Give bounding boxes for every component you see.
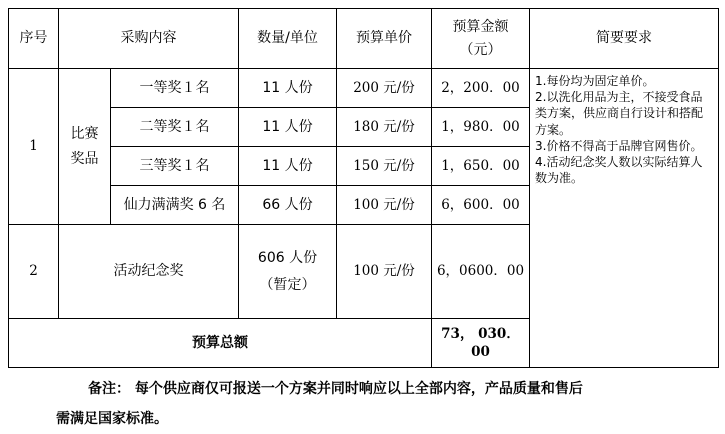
- prize-price: 100 元/份: [337, 186, 432, 225]
- item1-seq: 1: [9, 69, 59, 225]
- prize-qty: 11 人份: [239, 147, 337, 186]
- requirement-item: 1.每份均为固定单价。: [535, 74, 655, 88]
- total-label: 预算总额: [9, 319, 432, 368]
- header-row: [9, 9, 719, 69]
- prize-qty: 11 人份: [239, 108, 337, 147]
- header-amount-unit: （元）: [459, 41, 502, 58]
- item2-qty-line2: （暂定）: [259, 276, 316, 293]
- requirement-item: 3.价格不得高于品牌官网售价。: [535, 138, 703, 153]
- prize-name: 二等奖１名: [111, 108, 239, 147]
- item2-qty-line1: 606 人份: [257, 249, 318, 266]
- footnote-line2: 需满足国家标准。: [56, 411, 168, 427]
- header-seq: 序号: [9, 9, 59, 69]
- item2-amount: 6，0600．00: [432, 225, 530, 319]
- item2-price: 100 元/份: [337, 225, 432, 319]
- prize-qty: 11 人份: [239, 69, 337, 108]
- header-amount-label: 预算金额: [452, 18, 509, 35]
- requirement-item: 4.活动纪念奖人数以实际结算人数为准。: [535, 154, 703, 186]
- procurement-table: [8, 8, 719, 368]
- header-amount: [432, 9, 530, 69]
- item1-category: [59, 69, 111, 225]
- header-qty-unit: 数量/单位: [239, 9, 337, 69]
- item2-seq: 2: [9, 225, 59, 319]
- header-requirements: 简要要求: [530, 9, 719, 69]
- requirements-cell: [530, 69, 719, 368]
- prize-price: 180 元/份: [337, 108, 432, 147]
- item2-name: 活动纪念奖: [59, 225, 239, 319]
- prize-price: 150 元/份: [337, 147, 432, 186]
- prize-amount: 6，600．00: [432, 186, 530, 225]
- item2-qty: [239, 225, 337, 319]
- footnote-line1: 备注： 每个供应商仅可报送一个方案并同时响应以上全部内容，产品质量和售后: [88, 381, 583, 397]
- prize-name: 一等奖１名: [111, 69, 239, 108]
- requirement-item: 2.以洗化用品为主，不接受食品类方案，供应商自行设计和搭配方案。: [535, 90, 704, 137]
- prize-price: 200 元/份: [337, 69, 432, 108]
- header-unit-price: 预算单价: [337, 9, 432, 69]
- prize-name: 仙力满满奖 6 名: [111, 186, 239, 225]
- item1-category-line1: 比赛: [70, 125, 99, 142]
- prize-amount: 1，650．00: [432, 147, 530, 186]
- header-content: 采购内容: [59, 9, 239, 69]
- table-row: [9, 69, 719, 108]
- prize-amount: 2，200．00: [432, 69, 530, 108]
- prize-amount: 1，980．00: [432, 108, 530, 147]
- footnote: [56, 374, 696, 434]
- prize-name: 三等奖１名: [111, 147, 239, 186]
- total-value: 73， 030．00: [432, 319, 530, 368]
- item1-category-line2: 奖品: [70, 150, 99, 167]
- prize-qty: 66 人份: [239, 186, 337, 225]
